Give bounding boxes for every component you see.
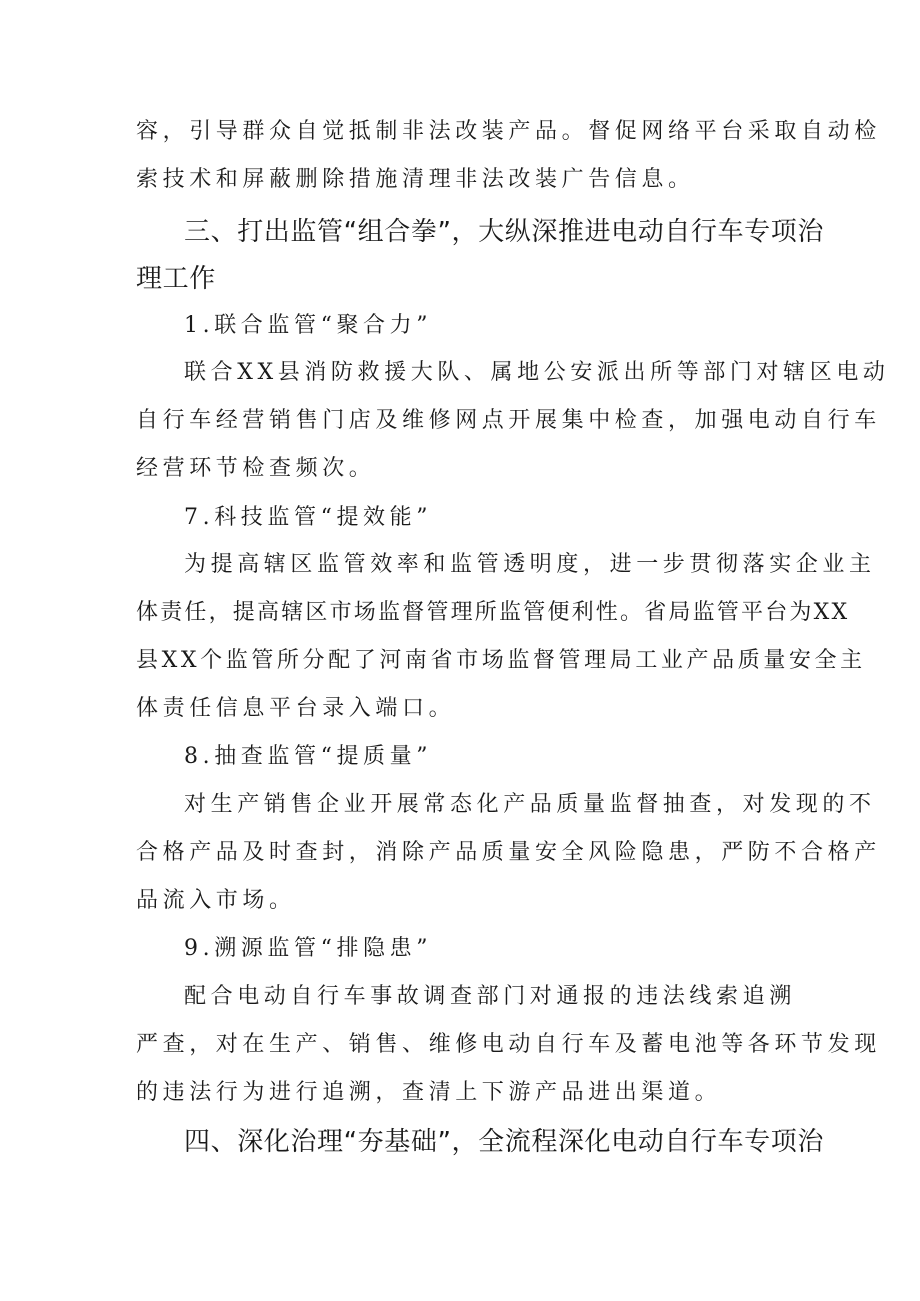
subsection-title: 1.联合监管“聚合力” <box>184 313 433 338</box>
subsection-title: 7.科技监管“提效能” <box>184 505 433 530</box>
paragraph-line: 索技术和屏蔽删除措施清理非法改装广告信息。 <box>136 167 695 192</box>
section-heading-continued: 理工作 <box>136 264 216 294</box>
paragraph-line: 体责任信息平台录入端口。 <box>136 696 456 721</box>
paragraph-line: 联合XX县消防救援大队、属地公安派出所等部门对辖区电动 <box>184 360 890 385</box>
paragraph-line: 为提高辖区监管效率和监管透明度，进一步贯彻落实企业主 <box>184 552 876 577</box>
paragraph-line: 对生产销售企业开展常态化产品质量监督抽查，对发现的不 <box>184 792 876 817</box>
paragraph-line: 合格产品及时查封，消除产品质量安全风险隐患，严防不合格产 <box>136 840 881 865</box>
paragraph-line: 的违法行为进行追溯，查清上下游产品进出渠道。 <box>136 1080 722 1105</box>
section-heading: 三、打出监管“组合拳”，大纵深推进电动自行车专项治 <box>184 217 824 247</box>
paragraph-line: 配合电动自行车事故调查部门对通报的违法线索追溯 <box>184 984 796 1009</box>
paragraph-line: 严查，对在生产、销售、维修电动自行车及蓄电池等各环节发现 <box>136 1032 881 1057</box>
paragraph-line: 容，引导群众自觉抵制非法改装产品。督促网络平台采取自动检 <box>136 119 881 144</box>
section-heading: 四、深化治理“夯基础”，全流程深化电动自行车专项治 <box>184 1127 824 1157</box>
subsection-title: 8.抽查监管“提质量” <box>184 744 433 769</box>
paragraph-line: 体责任，提高辖区市场监督管理所监管便利性。省局监管平台为XX <box>136 600 850 625</box>
subsection-title: 9.溯源监管“排隐患” <box>184 936 433 961</box>
paragraph-line: 自行车经营销售门店及维修网点开展集中检查，加强电动自行车 <box>136 408 881 433</box>
paragraph-line: 经营环节检查频次。 <box>136 456 376 481</box>
paragraph-line: 县XX个监管所分配了河南省市场监督管理局工业产品质量安全主 <box>136 648 866 673</box>
paragraph-line: 品流入市场。 <box>136 888 296 913</box>
